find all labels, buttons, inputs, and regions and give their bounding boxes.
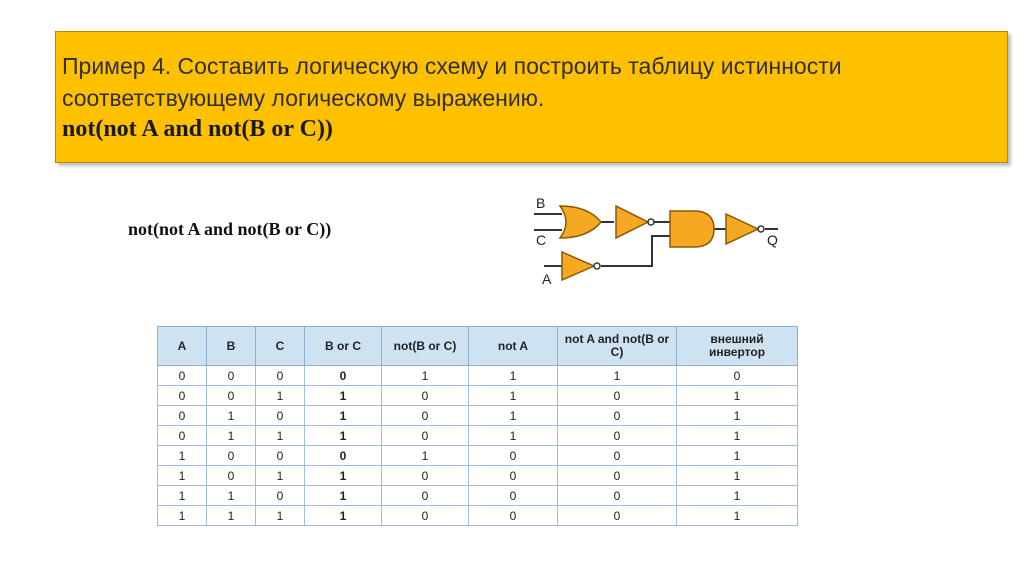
table-cell: 0 bbox=[158, 426, 207, 446]
col-header-inverter: внешний инвертор bbox=[677, 327, 798, 366]
table-row bbox=[158, 406, 798, 426]
expression-label: not(not A and not(B or C)) bbox=[128, 219, 332, 239]
table-cell: 0 bbox=[158, 366, 207, 386]
table-cell: 0 bbox=[469, 506, 558, 526]
table-cell: 1 bbox=[677, 466, 798, 486]
table-cell: 1 bbox=[305, 406, 382, 426]
table-cell: 0 bbox=[558, 466, 677, 486]
table-cell: 0 bbox=[305, 446, 382, 466]
table-cell: 0 bbox=[677, 366, 798, 386]
col-header-a: A bbox=[158, 327, 207, 366]
not-gate-a bbox=[562, 252, 594, 280]
table-cell: 1 bbox=[677, 406, 798, 426]
table-cell: 0 bbox=[382, 506, 469, 526]
table-cell: 1 bbox=[158, 506, 207, 526]
table-cell: 0 bbox=[256, 406, 305, 426]
table-cell: 1 bbox=[305, 426, 382, 446]
table-cell: 1 bbox=[558, 366, 677, 386]
table-row bbox=[158, 446, 798, 466]
table-cell: 0 bbox=[158, 406, 207, 426]
table-cell: 0 bbox=[558, 386, 677, 406]
table-row bbox=[158, 466, 798, 486]
inversion-bubble-1 bbox=[648, 219, 654, 225]
table-cell: 0 bbox=[558, 506, 677, 526]
table-row bbox=[158, 486, 798, 506]
truth-table bbox=[157, 326, 798, 526]
col-header-b: B bbox=[207, 327, 256, 366]
table-cell: 0 bbox=[207, 446, 256, 466]
or-gate bbox=[560, 206, 601, 238]
table-cell: 0 bbox=[382, 466, 469, 486]
table-cell: 1 bbox=[256, 506, 305, 526]
table-cell: 0 bbox=[382, 486, 469, 506]
table-cell: 1 bbox=[382, 446, 469, 466]
table-cell: 1 bbox=[256, 466, 305, 486]
table-cell: 1 bbox=[382, 366, 469, 386]
table-cell: 1 bbox=[305, 486, 382, 506]
table-cell: 0 bbox=[256, 486, 305, 506]
title-line-1: Пример 4. Составить логическую схему и построить таблицу истинности bbox=[62, 53, 842, 79]
wire-not-a-out bbox=[601, 236, 670, 266]
label-c: C bbox=[536, 232, 547, 248]
table-cell: 0 bbox=[256, 366, 305, 386]
table-cell: 0 bbox=[558, 446, 677, 466]
and-gate bbox=[670, 211, 714, 247]
col-header-c: C bbox=[256, 327, 305, 366]
table-row bbox=[158, 366, 798, 386]
table-cell: 0 bbox=[207, 366, 256, 386]
not-gate-output bbox=[726, 214, 758, 244]
table-cell: 1 bbox=[207, 406, 256, 426]
table-cell: 1 bbox=[256, 426, 305, 446]
table-row bbox=[158, 386, 798, 406]
label-b: B bbox=[536, 195, 546, 211]
table-cell: 1 bbox=[158, 486, 207, 506]
col-header-and: not A and not(B or C) bbox=[558, 327, 677, 366]
table-cell: 1 bbox=[469, 426, 558, 446]
table-header-row bbox=[158, 327, 798, 366]
table-cell: 1 bbox=[305, 386, 382, 406]
logic-circuit-diagram bbox=[520, 188, 790, 298]
col-header-b-or-c: B or C bbox=[305, 327, 382, 366]
title-banner bbox=[55, 31, 1008, 163]
table-cell: 0 bbox=[469, 446, 558, 466]
table-cell: 0 bbox=[469, 466, 558, 486]
table-row bbox=[158, 426, 798, 446]
col-header-not-a: not A bbox=[469, 327, 558, 366]
table-cell: 1 bbox=[469, 406, 558, 426]
table-cell: 0 bbox=[256, 446, 305, 466]
table-cell: 1 bbox=[677, 446, 798, 466]
table-cell: 0 bbox=[558, 406, 677, 426]
table-cell: 0 bbox=[382, 406, 469, 426]
table-cell: 0 bbox=[469, 486, 558, 506]
table-cell: 1 bbox=[158, 466, 207, 486]
title-line-2: соответствующему логическому выражению. bbox=[62, 85, 545, 111]
table-cell: 1 bbox=[677, 426, 798, 446]
label-q: Q bbox=[767, 232, 778, 248]
table-cell: 1 bbox=[158, 446, 207, 466]
inversion-bubble-a bbox=[594, 263, 600, 269]
title-expression: not(not A and not(B or C)) bbox=[62, 116, 333, 142]
table-cell: 0 bbox=[305, 366, 382, 386]
col-header-not-b-or-c: not(B or C) bbox=[382, 327, 469, 366]
table-cell: 1 bbox=[207, 506, 256, 526]
table-row bbox=[158, 506, 798, 526]
not-gate-1 bbox=[616, 206, 648, 238]
table-cell: 1 bbox=[256, 386, 305, 406]
table-cell: 0 bbox=[382, 426, 469, 446]
table-cell: 1 bbox=[207, 426, 256, 446]
table-cell: 1 bbox=[305, 506, 382, 526]
table-cell: 1 bbox=[469, 366, 558, 386]
table-cell: 0 bbox=[382, 386, 469, 406]
table-cell: 1 bbox=[207, 486, 256, 506]
table-cell: 0 bbox=[558, 486, 677, 506]
label-a: A bbox=[542, 271, 552, 287]
table-cell: 1 bbox=[305, 466, 382, 486]
table-cell: 0 bbox=[207, 386, 256, 406]
table-cell: 1 bbox=[677, 506, 798, 526]
table-cell: 0 bbox=[207, 466, 256, 486]
table-cell: 1 bbox=[677, 386, 798, 406]
inversion-bubble-output bbox=[758, 226, 764, 232]
table-cell: 1 bbox=[469, 386, 558, 406]
table-cell: 0 bbox=[558, 426, 677, 446]
table-cell: 0 bbox=[158, 386, 207, 406]
table-cell: 1 bbox=[677, 486, 798, 506]
